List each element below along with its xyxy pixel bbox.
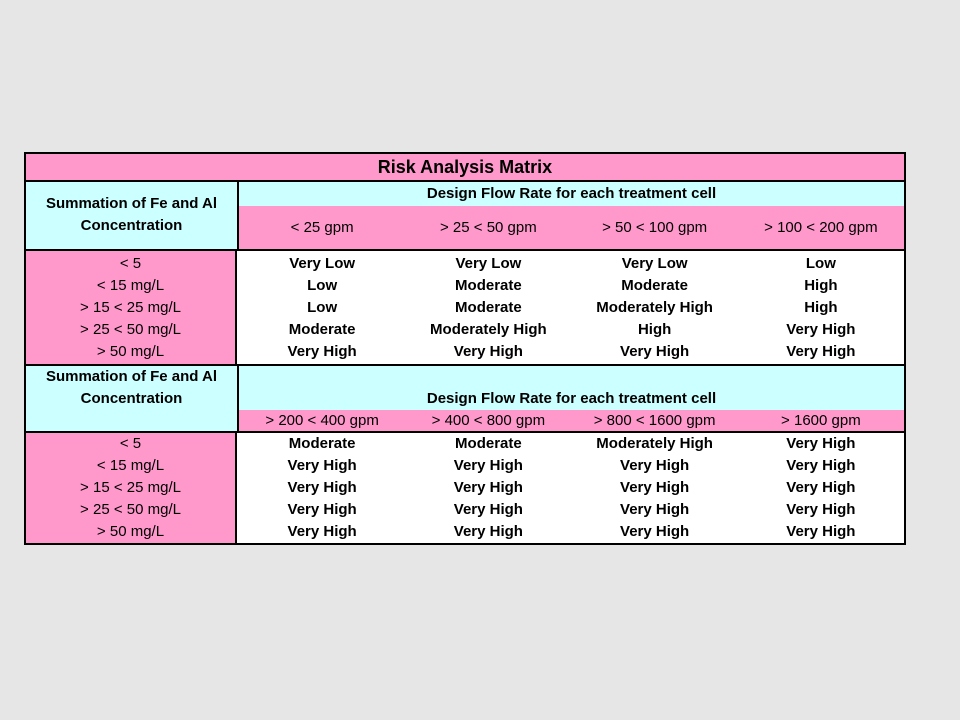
concentration-level: > 15 < 25 mg/L — [80, 299, 181, 316]
concentration-header-line2: Concentration — [80, 217, 183, 234]
flow-range: > 1600 gpm — [781, 412, 861, 429]
risk-cell: High — [804, 299, 838, 316]
concentration-level: < 5 — [119, 255, 142, 272]
concentration-level: < 15 mg/L — [96, 457, 165, 474]
risk-cell: Very High — [620, 457, 690, 474]
risk-cell: Low — [805, 255, 836, 272]
risk-cell: Very High — [453, 343, 523, 360]
risk-cell: Very Low — [289, 255, 356, 272]
risk-cell: Moderate — [621, 277, 688, 294]
concentration-level: < 15 mg/L — [96, 277, 165, 294]
risk-cell: Very High — [287, 343, 357, 360]
concentration-header-line1: Summation of Fe and Al — [45, 195, 218, 212]
flow-range: > 50 < 100 gpm — [602, 219, 708, 236]
concentration-levels — [26, 433, 237, 543]
risk-column — [405, 253, 571, 363]
risk-cell: Moderately High — [596, 299, 713, 316]
concentration-level: > 50 mg/L — [96, 343, 165, 360]
risk-cell: Very High — [287, 457, 357, 474]
flow-rate-header: Design Flow Rate for each treatment cell — [239, 182, 904, 206]
flow-range: > 200 < 400 gpm — [265, 412, 379, 429]
risk-cell: Very High — [786, 479, 856, 496]
risk-cell: Moderate — [288, 321, 356, 338]
risk-cell: Very High — [453, 501, 523, 518]
risk-cell: Very High — [786, 523, 856, 540]
concentration-level: > 50 mg/L — [96, 523, 165, 540]
risk-cell: High — [637, 321, 672, 338]
concentration-header — [26, 366, 239, 431]
risk-cell: Very High — [453, 479, 523, 496]
concentration-level: < 5 — [119, 435, 142, 452]
concentration-levels — [26, 251, 237, 364]
risk-cell: Moderate — [455, 277, 522, 294]
flow-range: > 400 < 800 gpm — [431, 412, 546, 429]
risk-cell: Moderately High — [430, 321, 547, 338]
risk-cell: Moderately High — [596, 435, 713, 452]
flow-range: > 100 < 200 gpm — [764, 219, 878, 236]
risk-analysis-matrix — [24, 152, 906, 545]
flow-range: > 25 < 50 gpm — [440, 219, 537, 236]
matrix-block-low-flow — [26, 182, 904, 366]
risk-cell: High — [804, 277, 838, 294]
risk-column — [572, 433, 738, 543]
risk-grid — [239, 433, 904, 543]
risk-column — [738, 253, 904, 363]
risk-cell: Low — [307, 277, 338, 294]
flow-rate-header: Design Flow Rate for each treatment cell — [239, 366, 904, 410]
risk-column — [572, 253, 738, 363]
concentration-header-line1: Summation of Fe and Al — [45, 368, 218, 385]
risk-cell: Very High — [786, 457, 856, 474]
risk-column — [239, 433, 405, 543]
risk-cell: Very High — [786, 435, 856, 452]
risk-cell: Very High — [287, 479, 357, 496]
flow-range: > 800 < 1600 gpm — [593, 412, 716, 429]
concentration-level: > 15 < 25 mg/L — [80, 479, 181, 496]
risk-cell: Moderate — [288, 435, 356, 452]
concentration-level: > 25 < 50 mg/L — [80, 501, 181, 518]
risk-cell: Very High — [620, 343, 690, 360]
matrix-block-high-flow — [26, 366, 904, 543]
risk-grid — [239, 253, 904, 363]
flow-range-row — [239, 410, 904, 431]
risk-cell: Very Low — [455, 255, 522, 272]
risk-cell: Very High — [287, 501, 357, 518]
risk-cell: Very High — [620, 479, 690, 496]
risk-cell: Very Low — [621, 255, 688, 272]
concentration-level: > 25 < 50 mg/L — [80, 321, 181, 338]
matrix-title: Risk Analysis Matrix — [26, 154, 904, 182]
risk-cell: Moderate — [455, 435, 522, 452]
risk-cell: Very High — [453, 523, 523, 540]
flow-range-row — [239, 206, 904, 249]
concentration-header — [26, 182, 239, 249]
risk-cell: Very High — [786, 501, 856, 518]
concentration-header-line2: Concentration — [80, 390, 183, 407]
risk-cell: Low — [307, 299, 338, 316]
risk-column — [239, 253, 405, 363]
risk-cell: Very High — [786, 343, 856, 360]
flow-range: < 25 gpm — [290, 219, 354, 236]
risk-cell: Very High — [620, 523, 690, 540]
risk-cell: Moderate — [455, 299, 522, 316]
risk-cell: Very High — [453, 457, 523, 474]
risk-column — [738, 433, 904, 543]
risk-cell: Very High — [786, 321, 856, 338]
risk-column — [405, 433, 571, 543]
risk-cell: Very High — [620, 501, 690, 518]
risk-cell: Very High — [287, 523, 357, 540]
